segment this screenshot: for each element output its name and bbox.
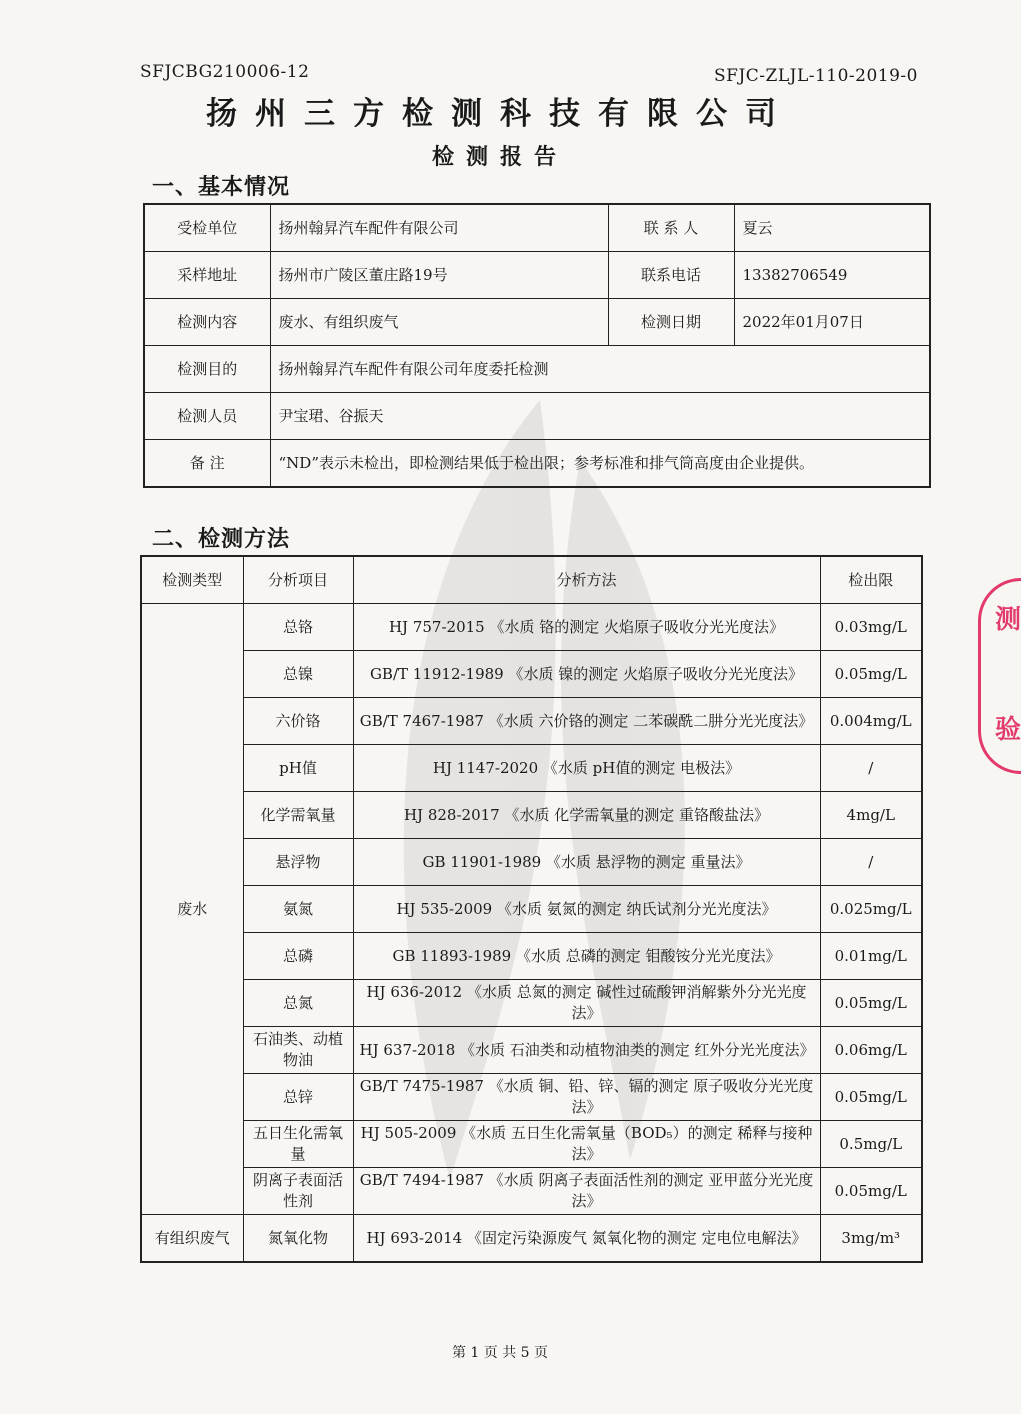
company-name: 扬州三方检测科技有限公司 <box>206 96 794 132</box>
limit-cell: 3mg/m³ <box>820 1215 922 1263</box>
table-header-row <box>141 556 922 604</box>
test-date-value: 2022年01月07日 <box>734 299 930 346</box>
item-cell: 总铬 <box>243 604 353 651</box>
report-title: 检测报告 <box>431 144 568 170</box>
contact-label: 联 系 人 <box>608 204 734 252</box>
staff-label: 检测人员 <box>144 393 270 440</box>
item-cell: 氮氧化物 <box>243 1215 353 1263</box>
purpose-value: 扬州翰昇汽车配件有限公司年度委托检测 <box>270 346 930 393</box>
table-row <box>144 393 930 440</box>
method-cell: GB 11893-1989 《水质 总磷的测定 钼酸铵分光光度法》 <box>353 933 820 980</box>
limit-cell: 0.01mg/L <box>820 933 922 980</box>
test-content-value: 废水、有组织废气 <box>270 299 608 346</box>
item-cell: 石油类、动植物油 <box>243 1027 353 1074</box>
item-cell: 阴离子表面活性剂 <box>243 1168 353 1215</box>
method-cell: HJ 636-2012 《水质 总氮的测定 碱性过硫酸钾消解紫外分光光度法》 <box>353 980 820 1027</box>
header-limit: 检出限 <box>820 556 922 604</box>
sampling-address-label: 采样地址 <box>144 252 270 299</box>
header-method: 分析方法 <box>353 556 820 604</box>
remark-value: “ND”表示未检出，即检测结果低于检出限；参考标准和排气筒高度由企业提供。 <box>270 440 930 488</box>
item-cell: 总氮 <box>243 980 353 1027</box>
purpose-label: 检测目的 <box>144 346 270 393</box>
table-row <box>144 299 930 346</box>
table-row <box>141 933 922 980</box>
limit-cell: 0.05mg/L <box>820 1074 922 1121</box>
section-basic-info-title: 一、基本情况 <box>152 174 291 200</box>
limit-cell: 0.05mg/L <box>820 1168 922 1215</box>
item-cell: 悬浮物 <box>243 839 353 886</box>
item-cell: 六价铬 <box>243 698 353 745</box>
header-item: 分析项目 <box>243 556 353 604</box>
staff-value: 尹宝珺、谷振天 <box>270 393 930 440</box>
limit-cell: / <box>820 839 922 886</box>
form-code-right: SFJC-ZLJL-110-2019-0 <box>714 66 918 86</box>
table-row <box>144 252 930 299</box>
limit-cell: 0.025mg/L <box>820 886 922 933</box>
method-cell: GB/T 7467-1987 《水质 六价铬的测定 二苯碳酰二肼分光光度法》 <box>353 698 820 745</box>
table-row <box>141 1074 922 1121</box>
method-cell: GB/T 11912-1989 《水质 镍的测定 火焰原子吸收分光光度法》 <box>353 651 820 698</box>
basic-info-table <box>143 203 931 488</box>
table-row <box>141 1215 922 1263</box>
stamp-char: 验 <box>995 715 1021 745</box>
table-row <box>141 651 922 698</box>
phone-value: 13382706549 <box>734 252 930 299</box>
red-seal-stamp <box>978 578 1021 774</box>
method-cell: GB/T 7475-1987 《水质 铜、铅、锌、镉的测定 原子吸收分光光度法》 <box>353 1074 820 1121</box>
table-row <box>141 792 922 839</box>
method-cell: HJ 1147-2020 《水质 pH值的测定 电极法》 <box>353 745 820 792</box>
method-cell: HJ 535-2009 《水质 氨氮的测定 纳氏试剂分光光度法》 <box>353 886 820 933</box>
test-date-label: 检测日期 <box>608 299 734 346</box>
table-row <box>144 440 930 488</box>
table-row <box>144 204 930 252</box>
method-cell: HJ 637-2018 《水质 石油类和动植物油类的测定 红外分光光度法》 <box>353 1027 820 1074</box>
methods-table <box>140 555 923 1263</box>
table-row <box>141 604 922 651</box>
limit-cell: 0.06mg/L <box>820 1027 922 1074</box>
table-row <box>141 1121 922 1168</box>
table-row <box>141 839 922 886</box>
page-number: 第 1 页 共 5 页 <box>451 1345 549 1361</box>
table-row <box>141 1027 922 1074</box>
limit-cell: / <box>820 745 922 792</box>
item-cell: 总镍 <box>243 651 353 698</box>
test-content-label: 检测内容 <box>144 299 270 346</box>
inspected-unit-value: 扬州翰昇汽车配件有限公司 <box>270 204 608 252</box>
table-row <box>141 1168 922 1215</box>
item-cell: 总锌 <box>243 1074 353 1121</box>
method-cell: GB 11901-1989 《水质 悬浮物的测定 重量法》 <box>353 839 820 886</box>
item-cell: 五日生化需氧量 <box>243 1121 353 1168</box>
method-cell: HJ 505-2009 《水质 五日生化需氧量（BOD₅）的测定 稀释与接种法》 <box>353 1121 820 1168</box>
remark-label: 备 注 <box>144 440 270 488</box>
method-cell: HJ 828-2017 《水质 化学需氧量的测定 重铬酸盐法》 <box>353 792 820 839</box>
limit-cell: 4mg/L <box>820 792 922 839</box>
table-row <box>144 346 930 393</box>
type-cell-exhaust-gas: 有组织废气 <box>141 1215 243 1263</box>
item-cell: 总磷 <box>243 933 353 980</box>
method-cell: HJ 757-2015 《水质 铬的测定 火焰原子吸收分光光度法》 <box>353 604 820 651</box>
phone-label: 联系电话 <box>608 252 734 299</box>
method-cell: HJ 693-2014 《固定污染源废气 氮氧化物的测定 定电位电解法》 <box>353 1215 820 1263</box>
table-row <box>141 745 922 792</box>
stamp-char: 测 <box>995 605 1021 635</box>
inspected-unit-label: 受检单位 <box>144 204 270 252</box>
report-code-left: SFJCBG210006-12 <box>140 62 310 82</box>
header-type: 检测类型 <box>141 556 243 604</box>
method-cell: GB/T 7494-1987 《水质 阴离子表面活性剂的测定 亚甲蓝分光光度法》 <box>353 1168 820 1215</box>
item-cell: pH值 <box>243 745 353 792</box>
table-row <box>141 886 922 933</box>
item-cell: 氨氮 <box>243 886 353 933</box>
contact-value: 夏云 <box>734 204 930 252</box>
table-row <box>141 698 922 745</box>
type-cell-wastewater: 废水 <box>141 604 243 1215</box>
limit-cell: 0.05mg/L <box>820 980 922 1027</box>
item-cell: 化学需氧量 <box>243 792 353 839</box>
sampling-address-value: 扬州市广陵区董庄路19号 <box>270 252 608 299</box>
table-row <box>141 980 922 1027</box>
limit-cell: 0.05mg/L <box>820 651 922 698</box>
limit-cell: 0.03mg/L <box>820 604 922 651</box>
section-methods-title: 二、检测方法 <box>152 526 291 552</box>
limit-cell: 0.004mg/L <box>820 698 922 745</box>
limit-cell: 0.5mg/L <box>820 1121 922 1168</box>
